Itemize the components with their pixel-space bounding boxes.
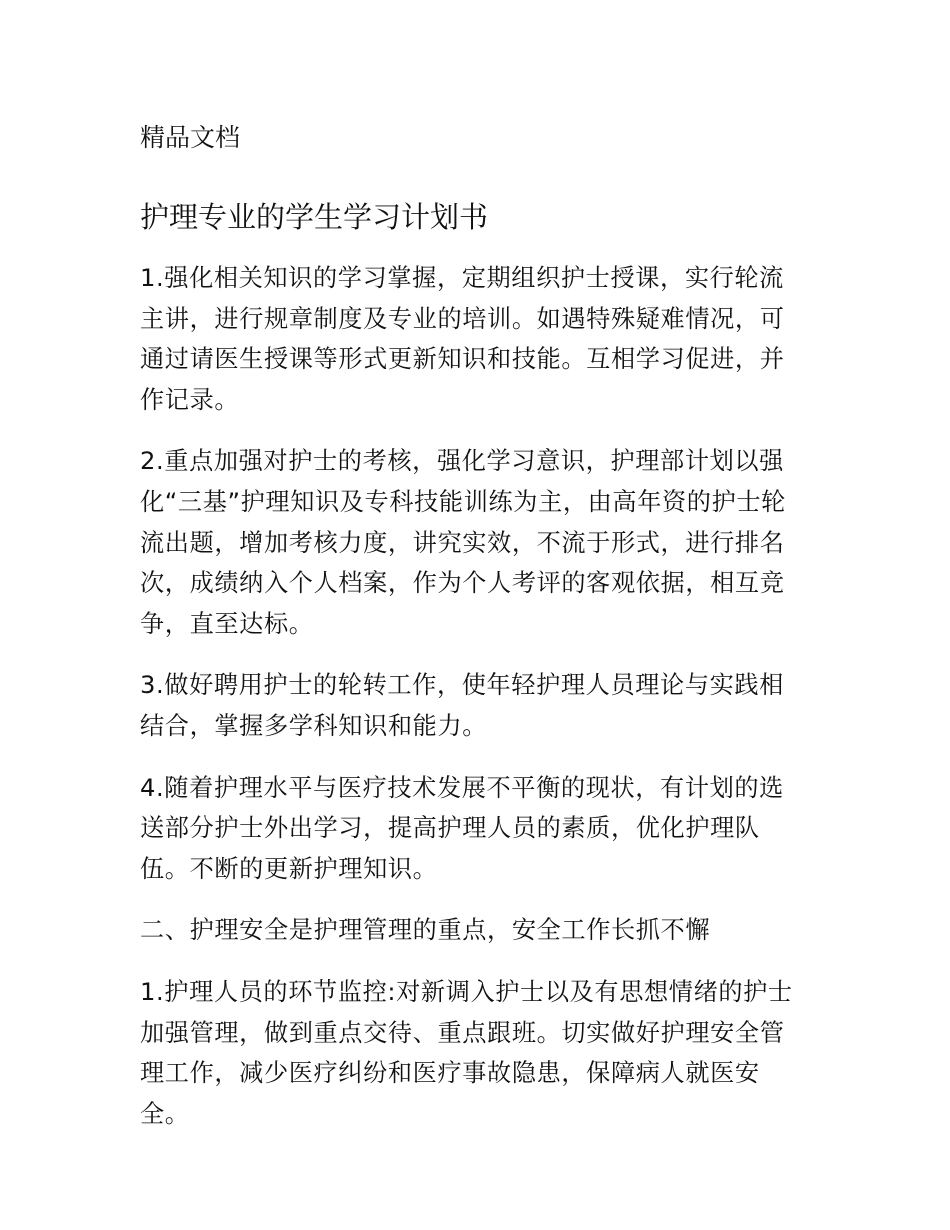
paragraph-2: 2.重点加强对护士的考核，强化学习意识，护理部计划以强化“三基”护理知识及专科技能训练为主，由高年资的护士轮流出题，增加考核力度，讲究实效，不流于形式，进行排名次，成绩纳入个人档案，作为个人考评的客观依据，相互竞争，直至达标。 (140, 447, 786, 638)
paragraph-1: 1.强化相关知识的学习掌握，定期组织护士授课，实行轮流主讲，进行规章制度及专业的培训。如遇特殊疑难情况，可通过请医生授课等形式更新知识和技能。互相学习促进，并作记录。 (140, 264, 785, 414)
document-title: 护理专业的学生学习计划书 (140, 200, 489, 234)
paragraph-5: 1.护理人员的环节监控:对新调入护士以及有思想情绪的护士加强管理，做到重点交待、重点跟班。切实做好护理安全管理工作，减少医疗纠纷和医疗事故隐患，保障病人就医安全。 (140, 977, 793, 1128)
paragraph-3: 3.做好聘用护士的轮转工作，使年轻护理人员理论与实践相结合，掌握多学科知识和能力。 (140, 671, 784, 740)
paragraph-4: 4.随着护理水平与医疗技术发展不平衡的现状，有计划的选送部分护士外出学习，提高护理人员的素质，优化护理队伍。不断的更新护理知识。 (140, 773, 784, 883)
document-body (140, 258, 800, 1155)
document-header: 精品文档 (140, 123, 241, 152)
section-heading: 二、护理安全是护理管理的重点，安全工作长抓不懈 (140, 916, 711, 945)
